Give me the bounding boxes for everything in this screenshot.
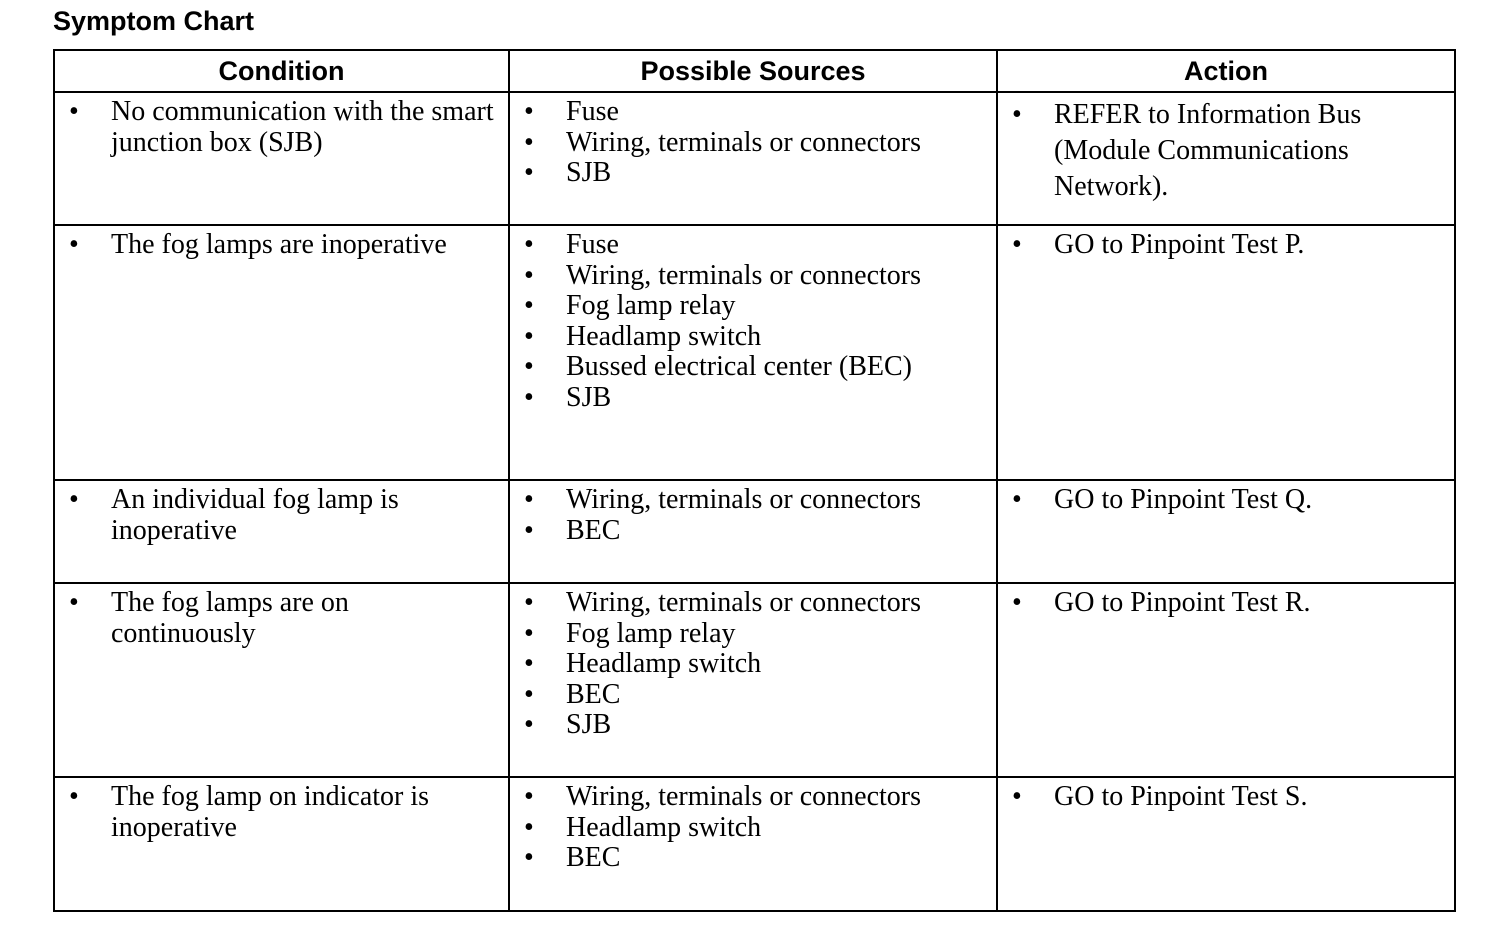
source-item: • Fuse bbox=[510, 97, 996, 128]
action-text: • GO to Pinpoint Test Q. bbox=[998, 485, 1454, 516]
action-text: • GO to Pinpoint Test P. bbox=[998, 230, 1454, 261]
source-item: • Wiring, terminals or connectors bbox=[510, 782, 996, 813]
condition-cell bbox=[54, 777, 509, 911]
source-item: • Wiring, terminals or connectors bbox=[510, 261, 996, 292]
condition-text: • The fog lamps are inoperative bbox=[55, 230, 508, 261]
condition-text: • An individual fog lamp is inoperative bbox=[55, 485, 508, 546]
header-sources: Possible Sources bbox=[509, 50, 997, 92]
action-cell bbox=[997, 92, 1455, 225]
condition-cell bbox=[54, 92, 509, 225]
condition-text: • The fog lamp on indicator is inoperative bbox=[55, 782, 508, 843]
header-action: Action bbox=[997, 50, 1455, 92]
action-cell bbox=[997, 225, 1455, 480]
action-cell bbox=[997, 583, 1455, 777]
source-item: • Wiring, terminals or connectors bbox=[510, 485, 996, 516]
source-item: • Wiring, terminals or connectors bbox=[510, 128, 996, 159]
source-item: • Headlamp switch bbox=[510, 813, 996, 844]
sources-cell bbox=[509, 92, 997, 225]
source-item: • Fog lamp relay bbox=[510, 619, 996, 650]
table-row bbox=[54, 92, 1455, 225]
source-item: • SJB bbox=[510, 383, 996, 414]
action-cell bbox=[997, 480, 1455, 583]
table-row bbox=[54, 480, 1455, 583]
source-item: • Headlamp switch bbox=[510, 322, 996, 353]
header-row bbox=[54, 50, 1455, 92]
action-text: • REFER to Information Bus (Module Communications Network). bbox=[998, 97, 1454, 205]
source-item: • SJB bbox=[510, 158, 996, 189]
source-item: • Bussed electrical center (BEC) bbox=[510, 352, 996, 383]
action-cell bbox=[997, 777, 1455, 911]
source-item: • BEC bbox=[510, 680, 996, 711]
source-item: • BEC bbox=[510, 516, 996, 547]
table-row bbox=[54, 583, 1455, 777]
source-item: • Wiring, terminals or connectors bbox=[510, 588, 996, 619]
sources-cell bbox=[509, 583, 997, 777]
sources-cell bbox=[509, 777, 997, 911]
source-item: • SJB bbox=[510, 710, 996, 741]
table-row bbox=[54, 225, 1455, 480]
symptom-chart-table bbox=[53, 49, 1456, 912]
source-item: • BEC bbox=[510, 843, 996, 874]
condition-text: • No communication with the smart junction box (SJB) bbox=[55, 97, 508, 158]
sources-cell bbox=[509, 225, 997, 480]
source-item: • Headlamp switch bbox=[510, 649, 996, 680]
page-title: Symptom Chart bbox=[53, 6, 255, 36]
action-text: • GO to Pinpoint Test R. bbox=[998, 588, 1454, 619]
condition-text: • The fog lamps are on continuously bbox=[55, 588, 508, 649]
sources-cell bbox=[509, 480, 997, 583]
condition-cell bbox=[54, 583, 509, 777]
condition-cell bbox=[54, 225, 509, 480]
header-condition: Condition bbox=[54, 50, 509, 92]
table-row bbox=[54, 777, 1455, 911]
source-item: • Fog lamp relay bbox=[510, 291, 996, 322]
action-text: • GO to Pinpoint Test S. bbox=[998, 782, 1454, 813]
condition-cell bbox=[54, 480, 509, 583]
source-item: • Fuse bbox=[510, 230, 996, 261]
